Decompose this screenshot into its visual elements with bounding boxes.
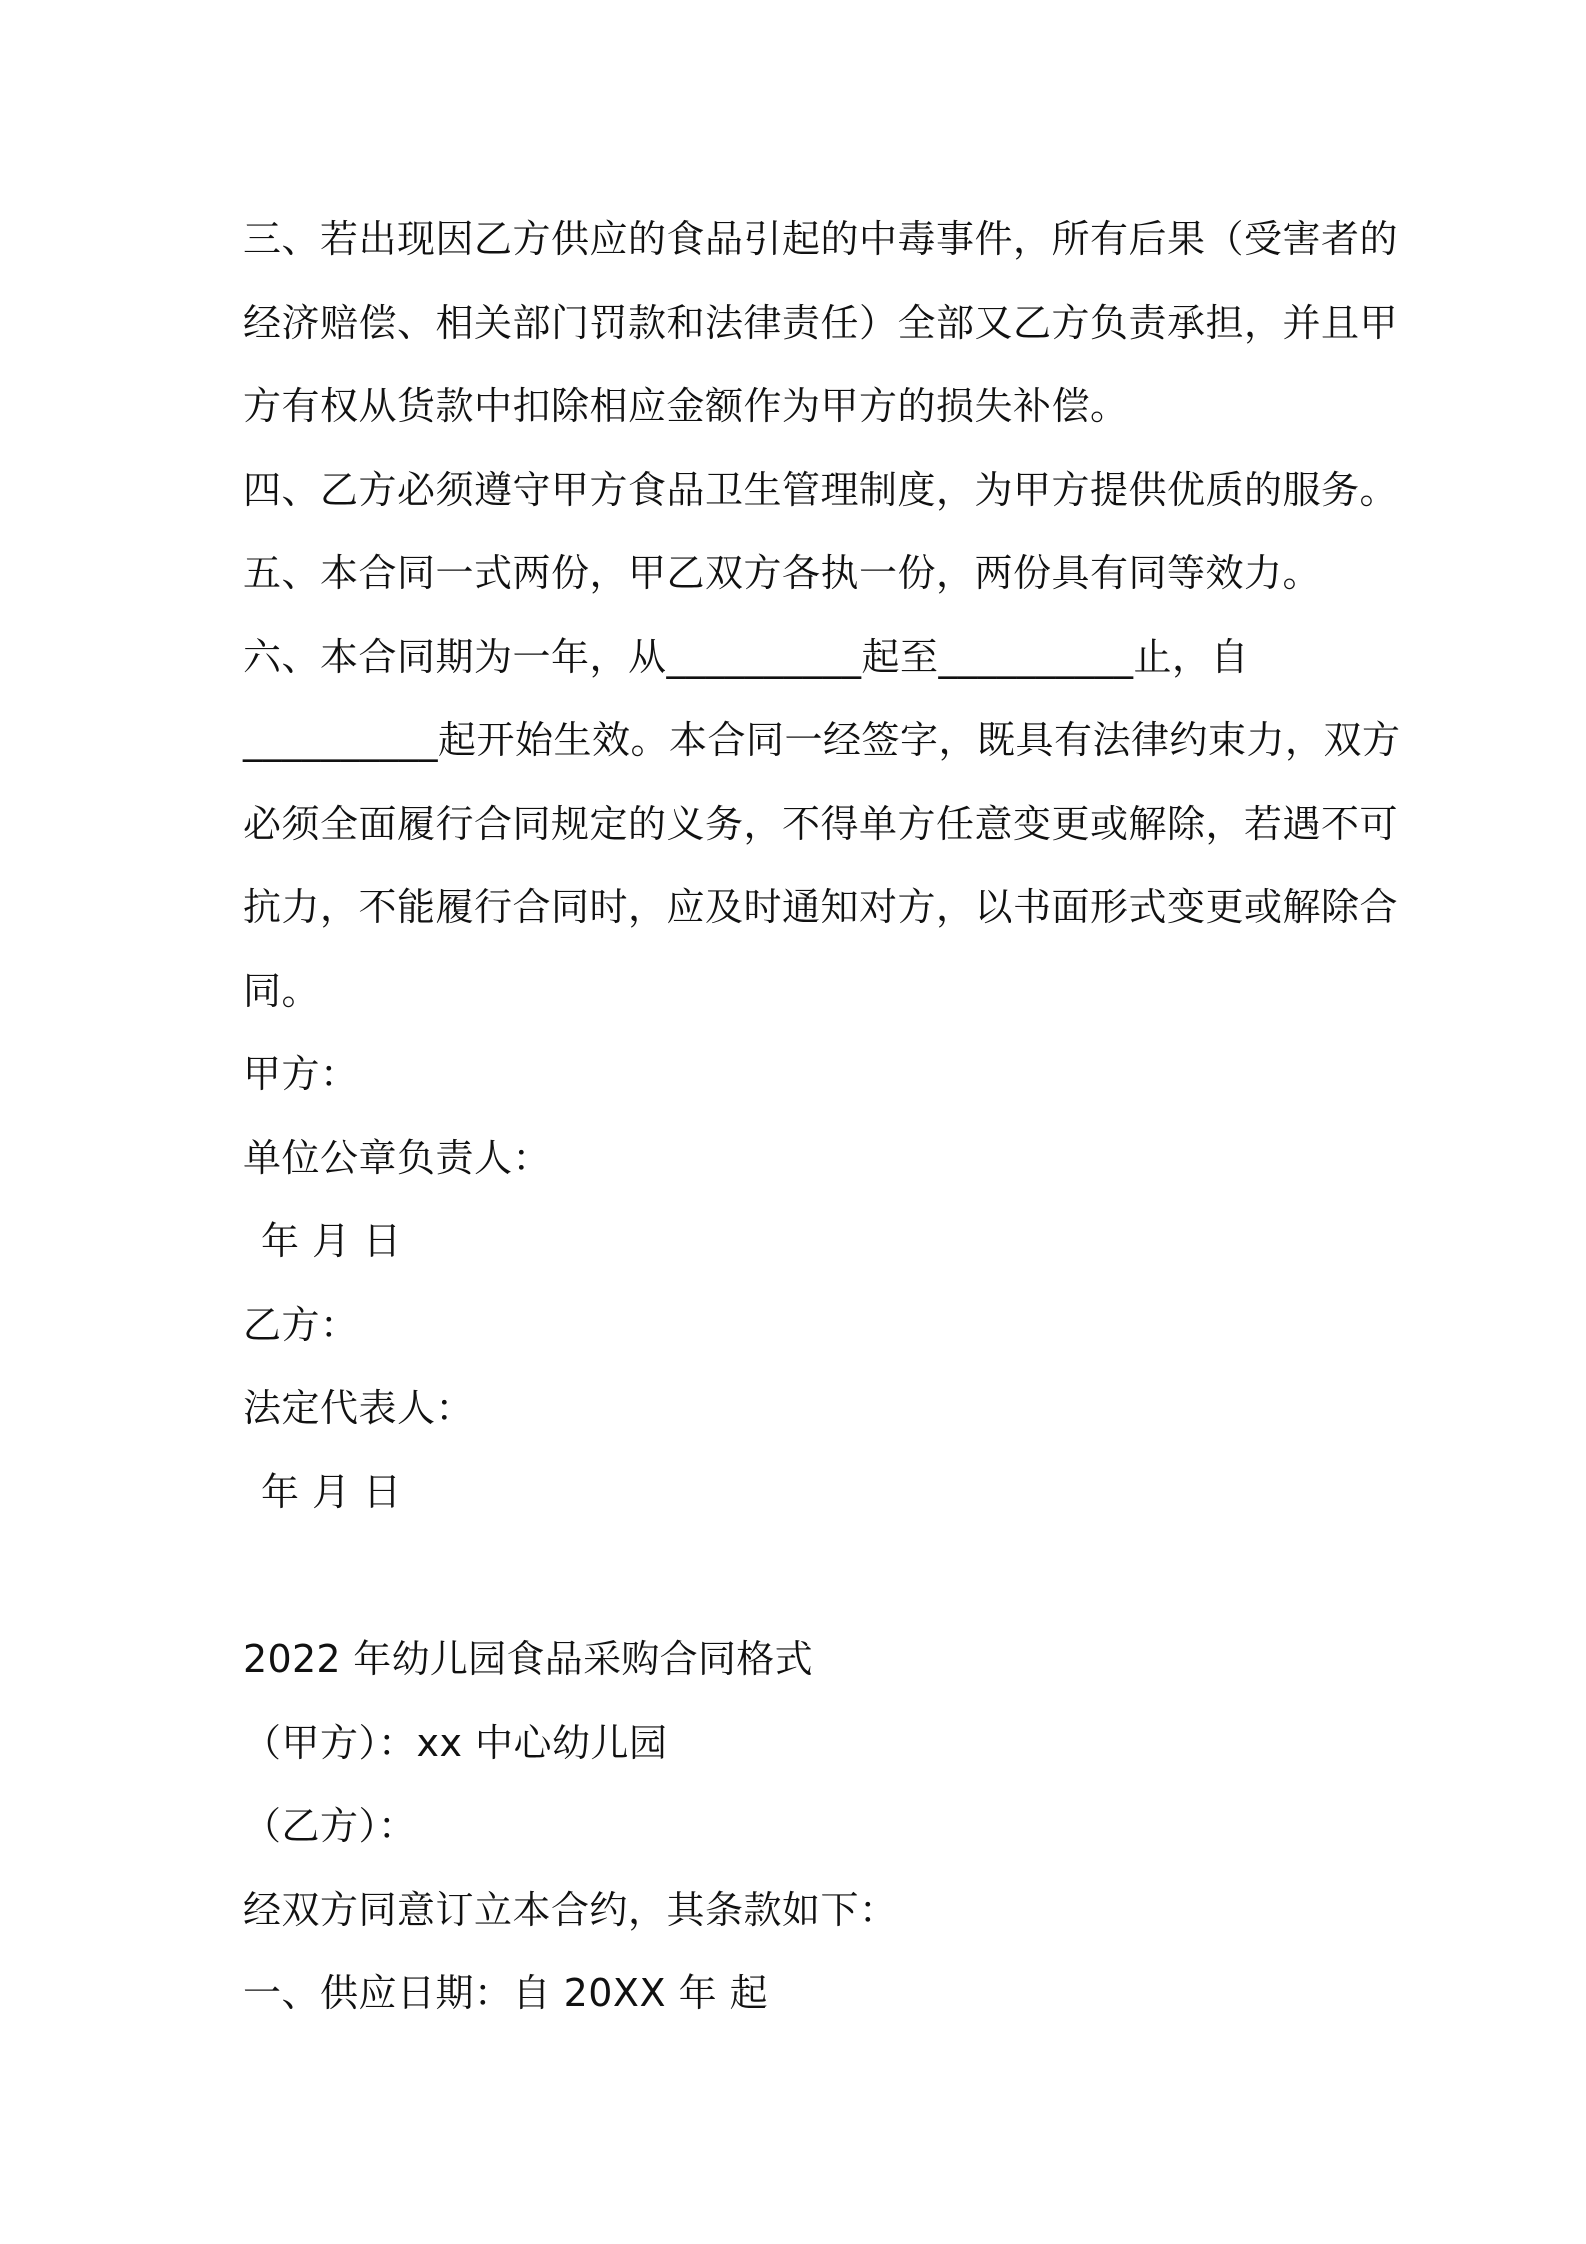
clause-6-line-2: __________起开始生效。本合同一经签字，既具有法律约束力，双方 [243,718,1401,762]
party-b-representative: 法定代表人： [243,1386,475,1430]
party-a-date: 年 月 日 [261,1219,402,1263]
clause-4: 四、乙方必须遵守甲方食品卫生管理制度，为甲方提供优质的服务。 [243,467,1399,512]
second-contract-party-a: （甲方）：xx 中心幼儿园 [243,1720,668,1765]
section-spacer [243,1534,1358,1618]
second-contract-intro: 经双方同意订立本合约，其条款如下： [243,1887,898,1932]
party-a-representative: 单位公章负责人： [243,1135,552,1180]
party-b-date: 年 月 日 [261,1469,402,1514]
document-body [243,198,1401,2036]
clause-3-line-1: 三、若出现因乙方供应的食品引起的中毒事件，所有后果（受害者的 [243,217,1399,261]
party-a-label: 甲方： [243,1052,359,1096]
clause-6-line-1: 六、本合同期为一年，从__________起至__________止，自 [243,634,1250,679]
second-contract-title: 2022 年幼儿园食品采购合同格式 [243,1637,813,1681]
clause-6-line-4: 抗力，不能履行合同时，应及时通知对方，以书面形式变更或解除合 [243,885,1399,929]
second-contract-item-1: 一、供应日期：自 20XX 年 起 [243,1971,769,2015]
clause-5: 五、本合同一式两份，甲乙双方各执一份，两份具有同等效力。 [243,551,1322,595]
party-b-label: 乙方： [243,1302,359,1347]
clause-3-line-3: 方有权从货款中扣除相应金额作为甲方的损失补偿。 [243,384,1129,428]
second-contract-party-b: （乙方）： [243,1804,417,1848]
clause-6-line-5: 同。 [243,968,321,1013]
clause-3-line-2: 经济赔偿、相关部门罚款和法律责任）全部又乙方负责承担，并且甲 [243,300,1399,345]
clause-6-line-3: 必须全面履行合同规定的义务，不得单方任意变更或解除，若遇不可 [243,801,1399,846]
